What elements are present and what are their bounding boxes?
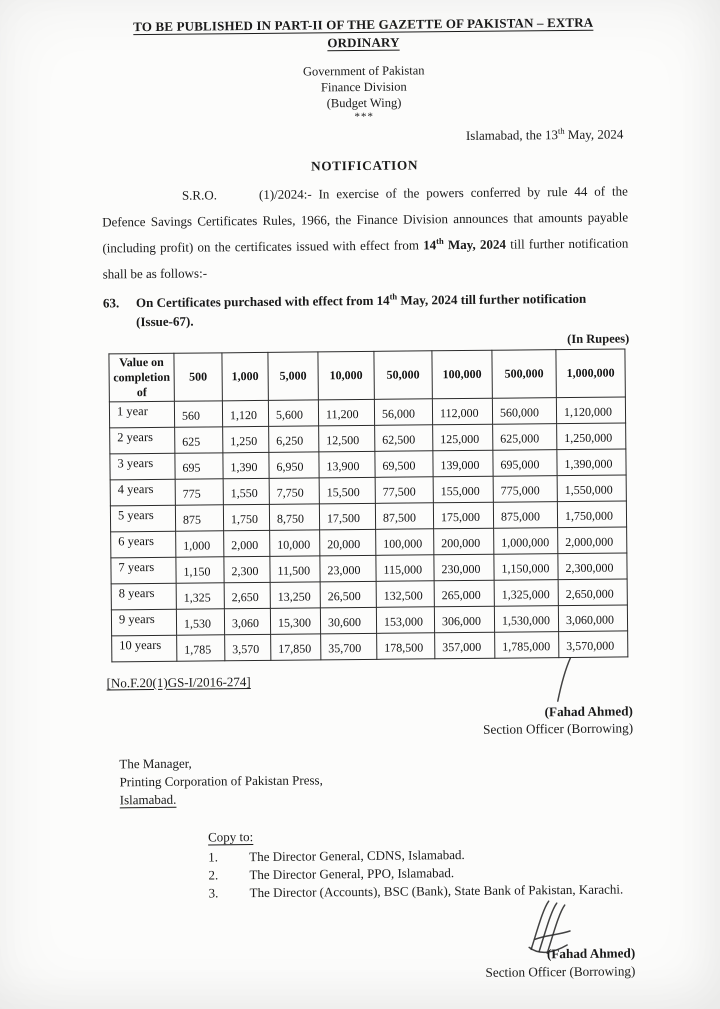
rate-cell: 13,900: [319, 451, 375, 478]
rate-cell: 2,300: [224, 556, 270, 582]
rate-cell: 1,530,000: [494, 605, 558, 632]
bold-date-day: 14: [423, 237, 437, 253]
dateline: [101, 127, 627, 148]
copy-to-block: [208, 825, 635, 903]
paragraph-text-2: till further notification shall be as follows:-: [102, 235, 629, 282]
rate-cell: 1,530: [176, 608, 224, 634]
denomination-header-cell: 10,000: [318, 351, 374, 400]
rate-cell: 62,500: [375, 424, 433, 451]
copy-to-item-number: 3.: [208, 885, 219, 901]
rate-cell: 875: [175, 505, 223, 531]
value-on-completion-header: Value on completion of: [109, 353, 174, 402]
notification-heading: NOTIFICATION: [311, 157, 419, 174]
rate-cell: 17,500: [319, 503, 375, 530]
rate-cell: 357,000: [435, 632, 495, 659]
rate-cell: 6,950: [269, 452, 319, 478]
rate-cell: 5,600: [268, 400, 318, 426]
notification-paragraph: [102, 179, 629, 288]
copy-to-item-text: The Director General, CDNS, Islamabad.: [249, 846, 465, 864]
signatory-title: Section Officer (Borrowing): [485, 963, 636, 980]
denomination-header-cell: 500: [174, 353, 222, 401]
denomination-header-cell: 500,000: [492, 349, 556, 398]
rate-cell: 155,000: [433, 476, 493, 503]
year-label-cell: 6 years: [111, 531, 176, 558]
paragraph-text-1: (1)/2024:- In exercise of the powers conferred by rule 44 of the Defence Savings Certificates Rules, 1966, the Finance Division announces that amounts payable (including profit) on the certificates issued with effect from: [102, 183, 629, 256]
sro-label: S.R.O.: [181, 187, 218, 203]
rate-cell: 3,060: [224, 608, 270, 634]
year-label-cell: 10 years: [112, 635, 177, 662]
rate-cell: 30,600: [320, 607, 376, 634]
rate-cell: 306,000: [434, 606, 494, 633]
rate-cell: 1,750: [223, 504, 269, 530]
rate-cell: 69,500: [375, 450, 433, 477]
rate-cell: 115,000: [376, 554, 434, 581]
year-label-cell: 1 year: [109, 401, 174, 428]
rate-cell: 2,000,000: [558, 527, 627, 554]
letterhead-division: Finance Division: [320, 79, 407, 95]
rate-cell: 11,200: [318, 399, 374, 426]
file-number: [No.F.20(1)GS-I/2016-274]: [106, 673, 251, 691]
denomination-header-cell: 1,000,000: [556, 349, 625, 398]
signatory-title: Section Officer (Borrowing): [483, 720, 634, 737]
signatory-name: (Fahad Ahmed): [546, 945, 636, 962]
copy-to-label: Copy to:: [207, 828, 254, 845]
rate-cell: 15,500: [319, 477, 375, 504]
denomination-header-cell: 5,000: [268, 352, 318, 400]
item-63-text: [136, 289, 587, 332]
denomination-header-cell: 1,000: [222, 352, 268, 400]
rate-cell: 100,000: [376, 528, 434, 555]
rate-cell: 6,250: [269, 426, 319, 452]
copy-to-item-text: The Director General, PPO, Islamabad.: [249, 865, 455, 883]
rate-cell: 1,250: [223, 426, 269, 452]
item-63-line1-part2: May, 2024 till further notification: [397, 291, 587, 308]
signature-block-1: [107, 702, 633, 742]
rate-cell: 132,500: [376, 580, 434, 607]
item-63: [103, 289, 629, 333]
signature-stroke-icon: [552, 655, 574, 703]
rate-cell: 1,750,000: [557, 501, 626, 528]
addressee-line1: The Manager,: [119, 755, 192, 771]
rate-cell: 200,000: [434, 528, 494, 555]
rate-cell: 2,000: [224, 530, 270, 556]
signature-scribble-icon: [523, 897, 578, 958]
year-label-cell: 7 years: [111, 557, 176, 584]
rate-cell: 775: [175, 479, 223, 505]
rate-cell: 625,000: [493, 423, 557, 450]
item-63-line2: (Issue-67).: [136, 314, 194, 330]
item-63-ordinal: th: [389, 291, 398, 302]
signature-block-2: [109, 901, 636, 985]
rate-cell: 15,300: [270, 608, 320, 634]
rate-cell: 26,500: [320, 581, 376, 608]
rate-cell: 10,000: [270, 530, 320, 556]
rate-cell: 1,150: [176, 557, 224, 583]
addressee-block: [119, 750, 634, 810]
letterhead: [101, 60, 628, 126]
rate-cell: 1,550,000: [557, 475, 626, 502]
rate-cell: 23,000: [320, 555, 376, 582]
rate-cell: 77,500: [375, 476, 433, 503]
denomination-header-cell: 100,000: [432, 350, 492, 399]
addressee-line2: Printing Corporation of Pakistan Press,: [119, 772, 323, 790]
rate-cell: 695: [175, 453, 223, 479]
document-title-line1: TO BE PUBLISHED IN PART-II OF THE GAZETTE OF PAKISTAN – EXTRA: [133, 14, 594, 35]
rate-cell: 3,060,000: [558, 605, 627, 632]
rate-cell: 175,000: [433, 502, 493, 529]
rate-cell: 2,650,000: [558, 579, 627, 606]
rate-cell: 625: [175, 427, 223, 453]
document-title-line2: ORDINARY: [327, 35, 400, 51]
rates-table: [108, 348, 628, 662]
table-header-row: [109, 349, 625, 402]
rate-cell: 1,390: [223, 452, 269, 478]
rate-cell: 1,000,000: [494, 527, 558, 554]
rate-cell: 1,390,000: [557, 449, 626, 476]
year-label-cell: 9 years: [111, 609, 176, 636]
rate-cell: 125,000: [433, 424, 493, 451]
dateline-suffix: May, 2024: [564, 126, 624, 143]
rate-cell: 1,250,000: [557, 423, 626, 450]
rate-cell: 1,325: [176, 582, 224, 608]
copy-to-item-number: 2.: [208, 867, 219, 883]
rate-cell: 12,500: [319, 425, 375, 452]
rate-cell: 13,250: [270, 582, 320, 608]
rate-cell: 560,000: [492, 397, 556, 424]
rate-cell: 1,550: [223, 478, 269, 504]
in-rupees-label: (In Rupees): [567, 331, 630, 346]
letterhead-wing: (Budget Wing): [326, 95, 402, 111]
dateline-prefix: Islamabad, the 13: [465, 127, 559, 144]
year-label-cell: 8 years: [111, 583, 176, 610]
bold-date-ordinal: th: [436, 236, 444, 247]
rate-cell: 265,000: [434, 580, 494, 607]
rate-cell: 17,850: [271, 634, 321, 660]
rate-cell: 11,500: [270, 556, 320, 582]
rate-cell: 1,150,000: [494, 553, 558, 580]
rate-cell: 2,650: [224, 582, 270, 608]
letterhead-government: Government of Pakistan: [302, 63, 425, 79]
dateline-ordinal: th: [557, 125, 565, 136]
paragraph-bold-date: [423, 237, 506, 253]
year-label-cell: 5 years: [110, 505, 175, 532]
rate-cell: 1,325,000: [494, 579, 558, 606]
indent-spacer: [102, 200, 182, 201]
rate-cell: 1,120: [222, 400, 268, 426]
copy-to-item-text: The Director (Accounts), BSC (Bank), State Bank of Pakistan, Karachi.: [249, 881, 624, 901]
denomination-header-cell: 50,000: [374, 350, 432, 399]
rate-cell: 775,000: [493, 475, 557, 502]
rate-cell: 695,000: [493, 449, 557, 476]
rate-cell: 35,700: [321, 633, 377, 660]
year-label-cell: 4 years: [110, 479, 175, 506]
signatory-name: (Fahad Ahmed): [544, 703, 633, 719]
rate-cell: 1,120,000: [556, 397, 625, 424]
rate-cell: 3,570,000: [559, 631, 628, 658]
rate-cell: 7,750: [269, 478, 319, 504]
copy-to-item-number: 1.: [208, 849, 219, 865]
rate-cell: 1,785: [177, 634, 225, 660]
year-label-cell: 2 years: [110, 427, 175, 454]
rate-cell: 560: [174, 401, 222, 427]
rate-row: [112, 631, 628, 662]
file-number-row: [107, 670, 633, 691]
letterhead-stars: ***: [354, 110, 374, 123]
item-63-line1-part1: On Certificates purchased with effect from 14: [135, 292, 390, 311]
year-label-cell: 3 years: [110, 453, 175, 480]
rate-cell: 8,750: [269, 504, 319, 530]
rate-cell: 20,000: [320, 529, 376, 556]
rate-cell: 1,000: [176, 531, 224, 557]
rate-cell: 875,000: [493, 501, 557, 528]
rate-cell: 178,500: [377, 632, 435, 659]
rate-cell: 3,570: [225, 634, 271, 660]
rate-cell: 2,300,000: [558, 553, 627, 580]
addressee-line3: Islamabad.: [119, 792, 177, 808]
rate-cell: 1,785,000: [495, 631, 559, 658]
rate-cell: 112,000: [432, 398, 492, 425]
rate-cell: 153,000: [376, 606, 434, 633]
rate-cell: 87,500: [375, 502, 433, 529]
rate-cell: 56,000: [374, 398, 432, 425]
document-title: [100, 13, 626, 55]
bold-date-rest: May, 2024: [443, 236, 507, 253]
rate-cell: 230,000: [434, 554, 494, 581]
rate-cell: 139,000: [433, 450, 493, 477]
item-63-number: 63.: [102, 295, 120, 311]
